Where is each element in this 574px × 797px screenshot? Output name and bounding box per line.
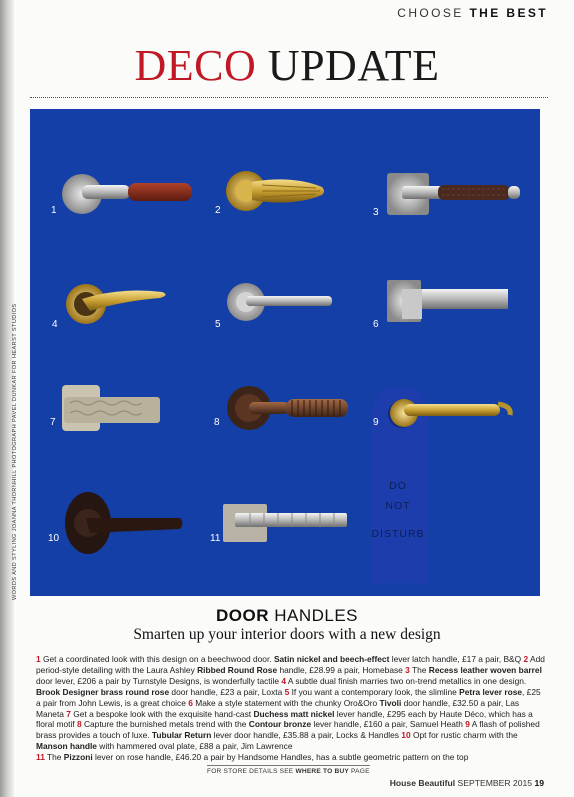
number-2: 2	[215, 205, 221, 216]
handle-8	[214, 386, 348, 430]
item-details: lever handle, £295 each by Haute Déco, which has a floral motif	[36, 708, 533, 730]
item-number: 6	[188, 697, 193, 708]
item-details: lever handle, £160 a pair, Samuel Heath	[311, 719, 466, 730]
handle-3	[373, 173, 520, 218]
handle-1	[51, 174, 192, 216]
article-subhead: Smarten up your interior doors with a new design	[133, 626, 441, 643]
page-number: 19	[534, 778, 544, 788]
number-9: 9	[373, 417, 379, 428]
item-text: Make a style statement with the chunky Oro&Oro	[192, 697, 380, 708]
handles-illustration	[30, 109, 540, 596]
item-text: Capture the burnished metals trend with the	[81, 719, 249, 730]
item-product-name: Tubular Return	[151, 730, 212, 741]
item-11	[36, 752, 468, 762]
handle-10	[48, 492, 183, 554]
item-number: 1	[36, 654, 41, 664]
kicker-light: CHOOSE	[397, 6, 464, 20]
item-product-name: Ribbed Round Rose	[197, 664, 278, 675]
item-number: 11	[36, 752, 45, 763]
number-8: 8	[214, 417, 220, 428]
item-details: door handle, £32.50 a pair, Las Maneta	[36, 697, 520, 719]
heading-light: HANDLES	[274, 606, 359, 625]
item-product-name: Recess leather woven barrel	[428, 664, 542, 675]
item-number: 4	[281, 675, 286, 686]
number-4: 4	[52, 319, 58, 330]
item-product-name: Petra lever rose	[459, 686, 523, 697]
item-number: 10	[401, 730, 411, 741]
article-heading	[0, 606, 574, 626]
store-link-text: WHERE TO BUY	[295, 768, 350, 775]
item-product-name: Duchess matt nickel	[253, 708, 335, 719]
item-product-name: Pizzoni	[63, 752, 93, 763]
item-text: The	[44, 752, 64, 763]
dotted-divider	[30, 97, 548, 98]
item-number: 2	[523, 654, 529, 664]
title-red-word: DECO	[134, 41, 257, 90]
item-details: handle, £28.99 a pair, Homebase	[277, 664, 406, 675]
item-text: A subtle dual finish marries two on-trend metallics in one design.	[286, 675, 527, 686]
item-product-name: Contour bronze	[248, 719, 312, 730]
item-text: If you want a contemporary look, the slimline	[289, 686, 460, 697]
handle-4	[52, 284, 166, 330]
heading-bold: DOOR	[215, 606, 269, 625]
handle-7	[50, 385, 160, 431]
item-8	[77, 719, 465, 729]
item-text: Get a bespoke look with the exquisite hand-cast	[70, 708, 254, 719]
item-number: 3	[405, 664, 410, 675]
handle-2	[215, 171, 324, 216]
item-details: lever latch handle, £17 a pair, B&Q	[389, 654, 524, 664]
photo-credit: WORDS AND STYLING JOANNA THORNHILL PHOTOGRAPH PAVEL DUNKAR FOR HEARST STUDIOS	[12, 303, 18, 600]
handle-5	[215, 283, 332, 330]
item-text: Get a coordinated look with this design on a beechwood door.	[40, 654, 274, 664]
number-11: 11	[210, 533, 221, 544]
sign-word-not: NOT	[385, 500, 411, 512]
store-details-line	[207, 765, 370, 775]
item-product-name: Manson handle	[36, 741, 97, 752]
item-details: lever door handle, £35.88 a pair, Locks & Handles	[211, 730, 402, 741]
magazine-name: House Beautiful	[389, 778, 456, 788]
handle-9	[371, 386, 510, 583]
number-3: 3	[373, 207, 379, 218]
item-details: , £25 a pair from John Lewis, is a great choice	[36, 686, 541, 708]
sign-word-do: DO	[389, 480, 407, 492]
item-text: A flash of polished brass provides a touch of luxe.	[36, 719, 540, 741]
item-text: The	[409, 664, 429, 675]
sign-word-disturb: DISTURB	[371, 528, 425, 540]
item-details: with hammered oval plate, £88 a pair, Jim Lawrence	[96, 741, 293, 752]
number-7: 7	[50, 417, 56, 428]
item-details: lever on rose handle, £46.20 a pair by Handsome Handles, has a subtle geometric pattern on the top	[92, 752, 469, 763]
product-photo	[30, 109, 540, 596]
number-6: 6	[373, 319, 379, 330]
store-tail: PAGE	[349, 768, 370, 775]
item-number: 8	[76, 719, 82, 730]
page-title	[0, 40, 574, 92]
item-product-name: Satin nickel and beech-effect	[273, 654, 390, 664]
store-text: FOR STORE DETAILS SEE	[207, 768, 296, 775]
item-text: Opt for rustic charm with the	[410, 730, 518, 741]
article-body	[36, 654, 546, 763]
number-10: 10	[48, 533, 60, 544]
item-text: Add period-style detailing with the Laura Ashley	[36, 654, 545, 675]
handle-11	[210, 504, 347, 544]
issue-date: SEPTEMBER 2015	[455, 778, 535, 788]
title-black-word: UPDATE	[267, 41, 440, 90]
item-details: door handle, £23 a pair, Loxta	[169, 686, 285, 697]
kicker-bold: THE BEST	[469, 6, 548, 20]
number-1: 1	[51, 205, 57, 216]
handle-6	[373, 280, 508, 330]
section-kicker	[397, 6, 548, 20]
item-details: door lever, £206 a pair by Turnstyle Designs, is wonderfully tactile	[36, 675, 282, 686]
item-product-name: Brook Designer brass round rose	[36, 686, 170, 697]
item-number: 5	[284, 686, 290, 697]
number-5: 5	[215, 319, 221, 330]
item-1	[36, 654, 523, 664]
item-number: 9	[465, 719, 470, 730]
item-number: 7	[66, 708, 71, 719]
item-product-name: Tivoli	[379, 697, 402, 708]
page-folio	[390, 778, 544, 788]
